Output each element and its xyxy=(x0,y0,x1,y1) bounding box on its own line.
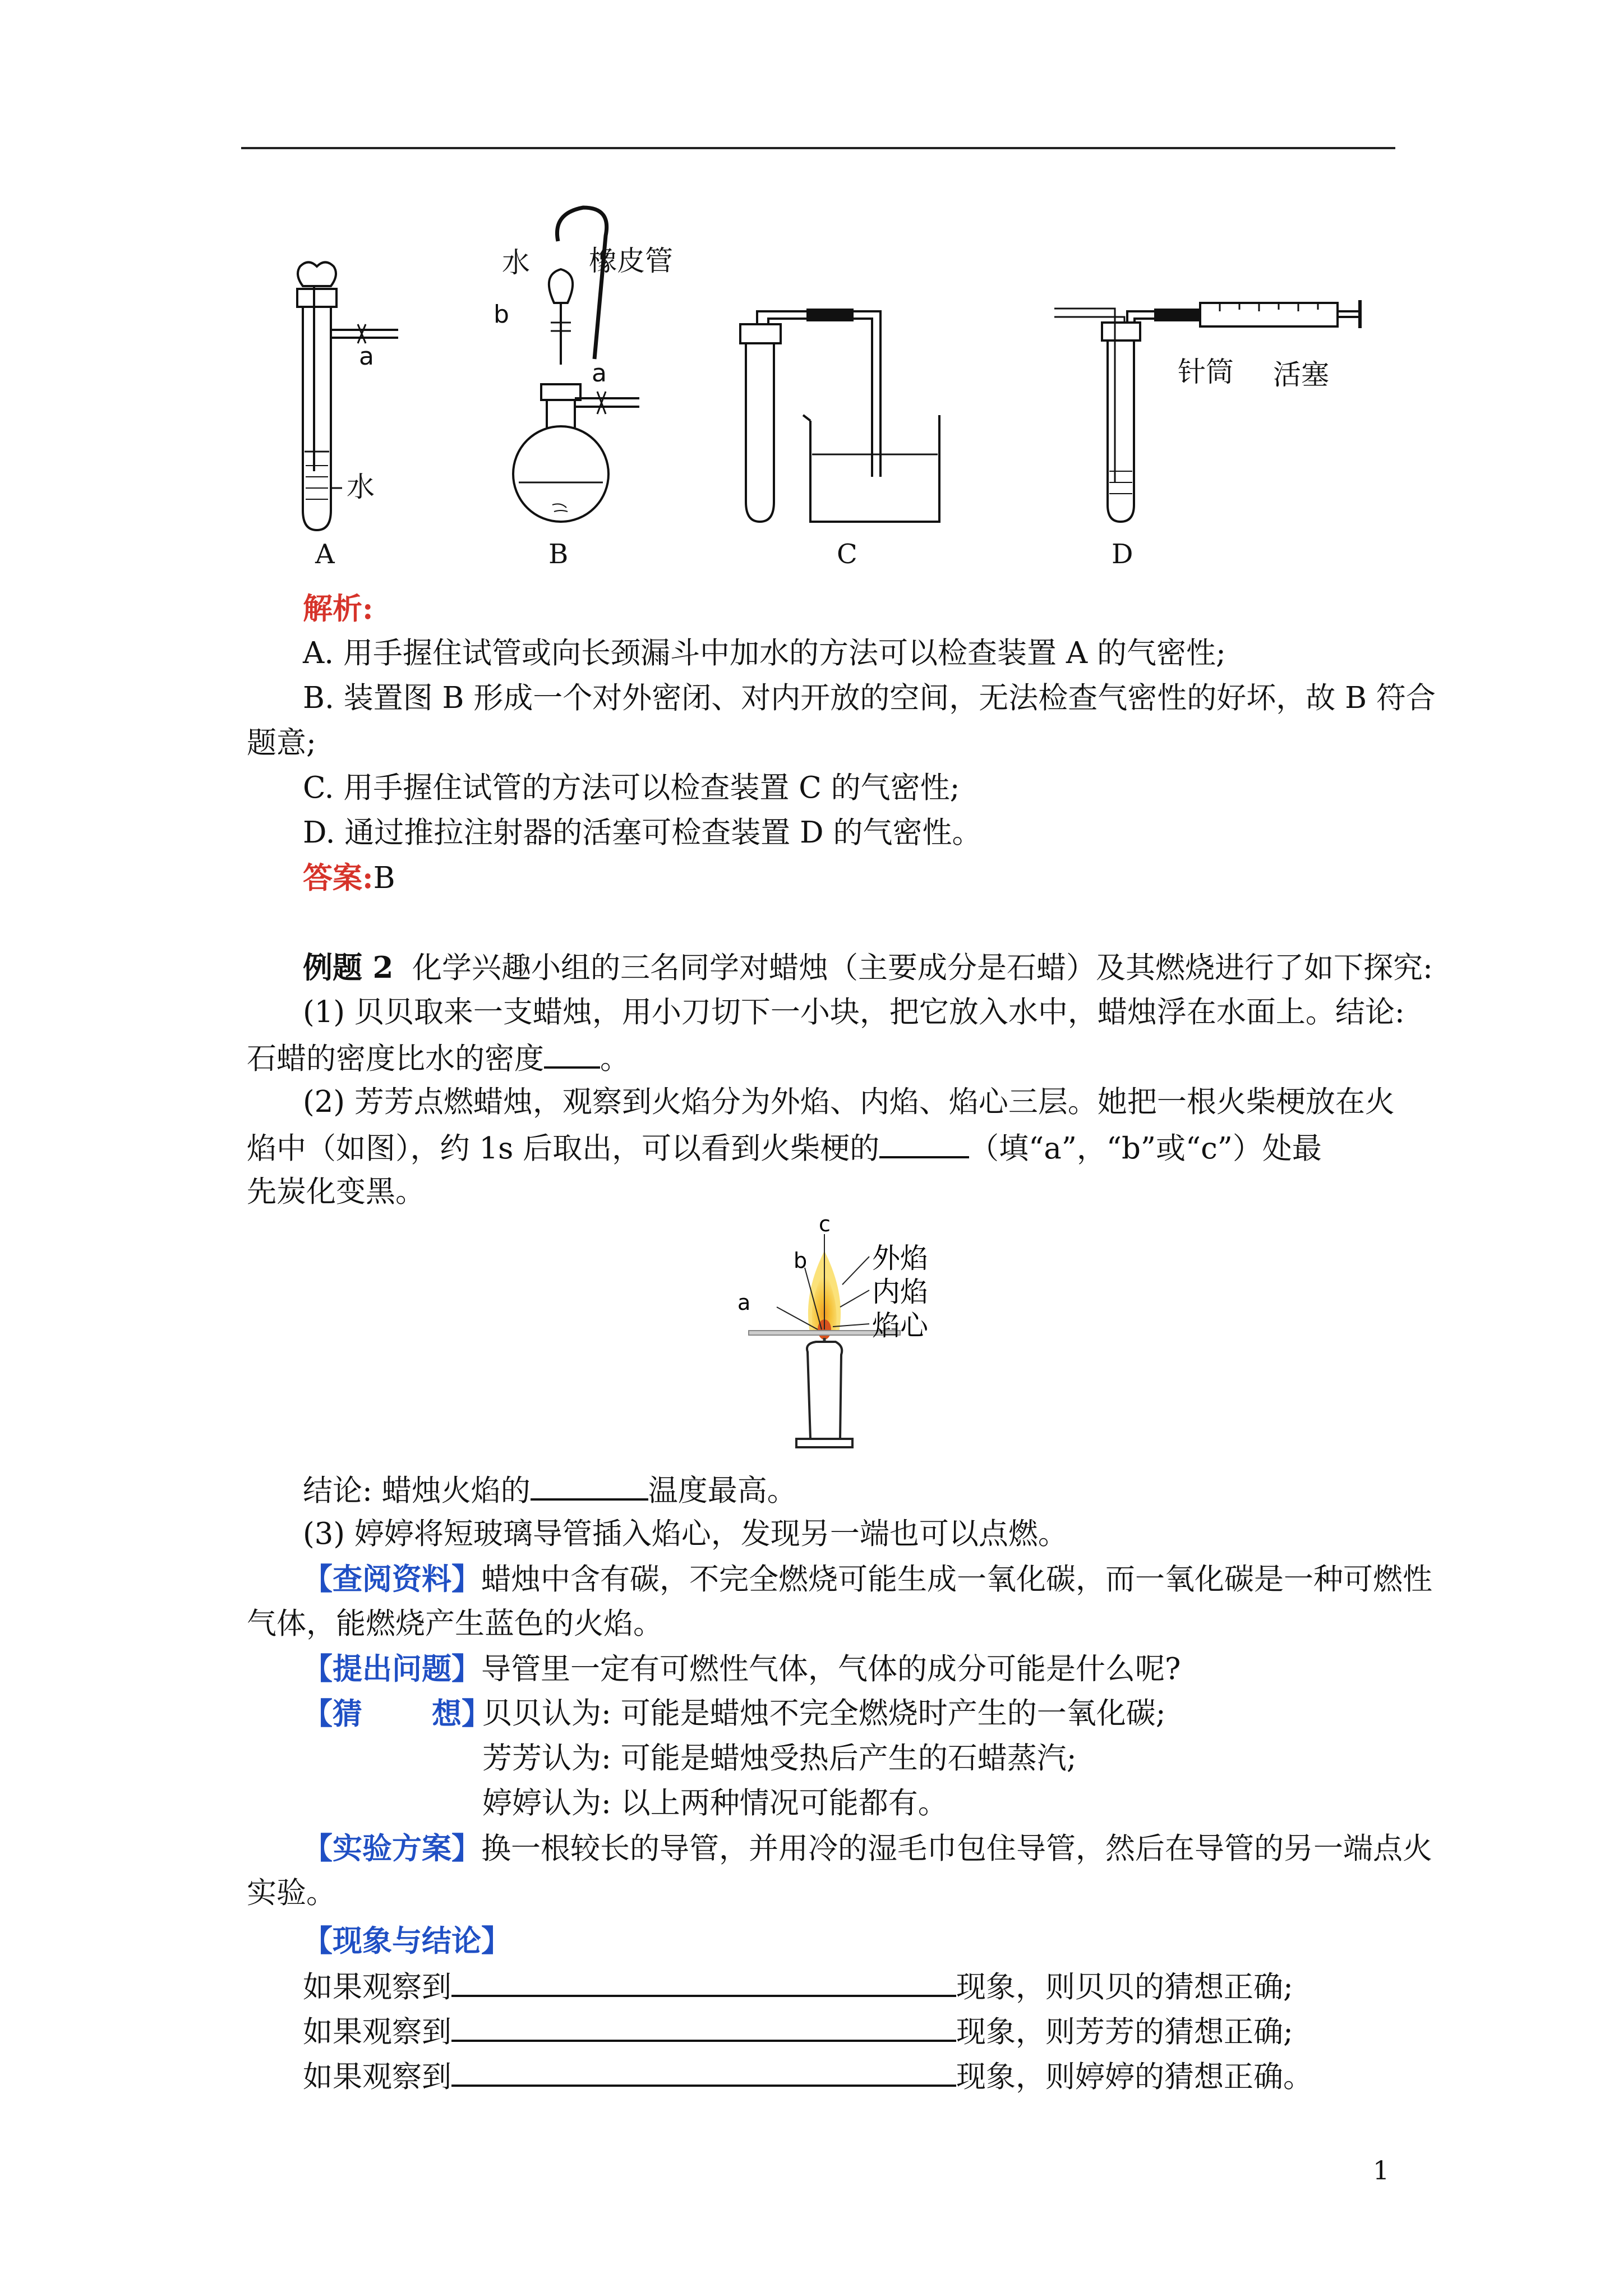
observation-3-suffix: 现象，则婷婷的猜想正确。 xyxy=(956,2060,1313,2094)
p1-line2-end: 。 xyxy=(600,1042,630,1076)
analysis-line-b-cont: 题意; xyxy=(247,726,316,760)
label-needle: 针筒 xyxy=(1178,356,1234,388)
flame-label-b: b xyxy=(794,1248,808,1273)
analysis-title: 解析: xyxy=(303,591,374,626)
conclusion-line xyxy=(303,1467,797,1513)
plan-line2: 实验。 xyxy=(247,1876,336,1910)
guess-3: 婷婷认为: 以上两种情况可能都有。 xyxy=(482,1786,948,1820)
caption-d: D xyxy=(1112,539,1133,570)
observation-prefix: 如果观察到 xyxy=(303,2015,451,2049)
p2-line3: 先炭化变黑。 xyxy=(247,1175,425,1209)
p2-line1: (2) 芳芳点燃蜡烛，观察到火焰分为外焰、内焰、焰心三层。她把一根火柴梗放在火 xyxy=(303,1085,1395,1119)
flame-label-c: c xyxy=(819,1217,831,1236)
blank-abc[interactable] xyxy=(879,1125,969,1158)
question-label: 【提出问题】 xyxy=(303,1651,481,1686)
guess-label-left: 【猜 xyxy=(303,1696,362,1731)
blank-density[interactable] xyxy=(544,1035,600,1069)
plan-text1: 换一根较长的导管，并用冷的湿毛巾包住导管，然后在导管的另一端点火 xyxy=(481,1832,1432,1866)
label-water-b: 水 xyxy=(502,246,530,279)
question-line xyxy=(303,1646,1181,1692)
apparatus-d xyxy=(1054,300,1360,522)
guess-label-right: 想】 xyxy=(432,1696,491,1731)
analysis-line-c: C. 用手握住试管的方法可以检查装置 C 的气密性; xyxy=(303,771,960,805)
blank-hottest[interactable] xyxy=(531,1467,648,1501)
apparatus-c xyxy=(740,310,939,522)
answer-value: B xyxy=(373,861,395,895)
answer-line xyxy=(303,855,395,901)
plan-line1 xyxy=(303,1826,1432,1871)
page-number: 1 xyxy=(1373,2155,1390,2185)
apparatus-figure xyxy=(247,191,1402,539)
flame-label-core: 焰心 xyxy=(872,1309,928,1342)
p2-line2-text: 焰中（如图），约 1s 后取出，可以看到火柴梗的 xyxy=(247,1131,880,1166)
label-rubber-tube: 橡皮管 xyxy=(589,245,673,277)
caption-c: C xyxy=(837,539,857,570)
label-b: b xyxy=(494,300,509,329)
flame-label-outer: 外焰 xyxy=(872,1242,928,1274)
observation-1-suffix: 现象，则贝贝的猜想正确; xyxy=(956,1970,1293,2004)
blank-observation-1[interactable] xyxy=(451,1963,956,1997)
header-rule xyxy=(241,147,1395,149)
plan-label: 【实验方案】 xyxy=(303,1831,481,1866)
reference-line2: 气体，能燃烧产生蓝色的火焰。 xyxy=(247,1607,663,1641)
observation-2 xyxy=(303,2008,1293,2055)
question-text: 导管里一定有可燃性气体，气体的成分可能是什么呢? xyxy=(481,1652,1181,1686)
flame-label-inner: 内焰 xyxy=(872,1276,928,1308)
answer-label: 答案: xyxy=(303,861,374,895)
blank-observation-2[interactable] xyxy=(451,2008,956,2042)
flame-label-a: a xyxy=(737,1290,751,1315)
p2-line2 xyxy=(247,1125,1322,1171)
reference-label: 【查阅资料】 xyxy=(303,1562,481,1596)
observation-3 xyxy=(303,2053,1313,2100)
blank-observation-3[interactable] xyxy=(451,2053,956,2087)
analysis-line-b: B. 装置图 B 形成一个对外密闭、对内开放的空间，无法检查气密性的好坏，故 B 符合 xyxy=(303,681,1436,715)
analysis-line-a: A. 用手握住试管或向长颈漏斗中加水的方法可以检查装置 A 的气密性; xyxy=(303,636,1226,670)
observation-prefix: 如果观察到 xyxy=(303,2060,451,2094)
candle-flame-figure xyxy=(695,1217,987,1464)
guess-1: 贝贝认为: 可能是蜡烛不完全燃烧时产生的一氧化碳; xyxy=(482,1696,1166,1731)
analysis-line-d: D. 通过推拉注射器的活塞可检查装置 D 的气密性。 xyxy=(303,816,982,850)
observation-1 xyxy=(303,1963,1293,2010)
caption-a: A xyxy=(315,539,335,570)
example2-intro-text: 化学兴趣小组的三名同学对蜡烛（主要成分是石蜡）及其燃烧进行了如下探究: xyxy=(412,951,1433,985)
p1-line2 xyxy=(247,1035,630,1082)
result-label: 【现象与结论】 xyxy=(303,1924,511,1958)
p1-line1: (1) 贝贝取来一支蜡烛，用小刀切下一小块，把它放入水中，蜡烛浮在水面上。结论: xyxy=(303,995,1405,1029)
reference-line1 xyxy=(303,1557,1432,1602)
conclusion-end: 温度最高。 xyxy=(648,1474,797,1508)
p2-line2-end: （填“a”，“b”或“c”）处最 xyxy=(969,1131,1322,1166)
guess-2: 芳芳认为: 可能是蜡烛受热后产生的石蜡蒸汽; xyxy=(482,1741,1077,1775)
reference-text1: 蜡烛中含有碳，不完全燃烧可能生成一氧化碳，而一氧化碳是一种可燃性 xyxy=(481,1562,1432,1596)
example2-label: 例题 2 xyxy=(303,950,394,985)
label-a-a: a xyxy=(359,342,374,371)
label-a-b: a xyxy=(592,359,607,388)
p3-line: (3) 婷婷将短玻璃导管插入焰心，发现另一端也可以点燃。 xyxy=(303,1517,1068,1551)
observation-prefix: 如果观察到 xyxy=(303,1970,451,2004)
label-plunger: 活塞 xyxy=(1273,358,1329,391)
example2-intro xyxy=(303,945,1433,991)
observation-2-suffix: 现象，则芳芳的猜想正确; xyxy=(956,2015,1293,2049)
conclusion-text: 结论: 蜡烛火焰的 xyxy=(303,1474,531,1508)
p1-line2-text: 石蜡的密度比水的密度 xyxy=(247,1042,544,1076)
label-water-a: 水 xyxy=(347,471,375,503)
caption-b: B xyxy=(548,539,569,570)
